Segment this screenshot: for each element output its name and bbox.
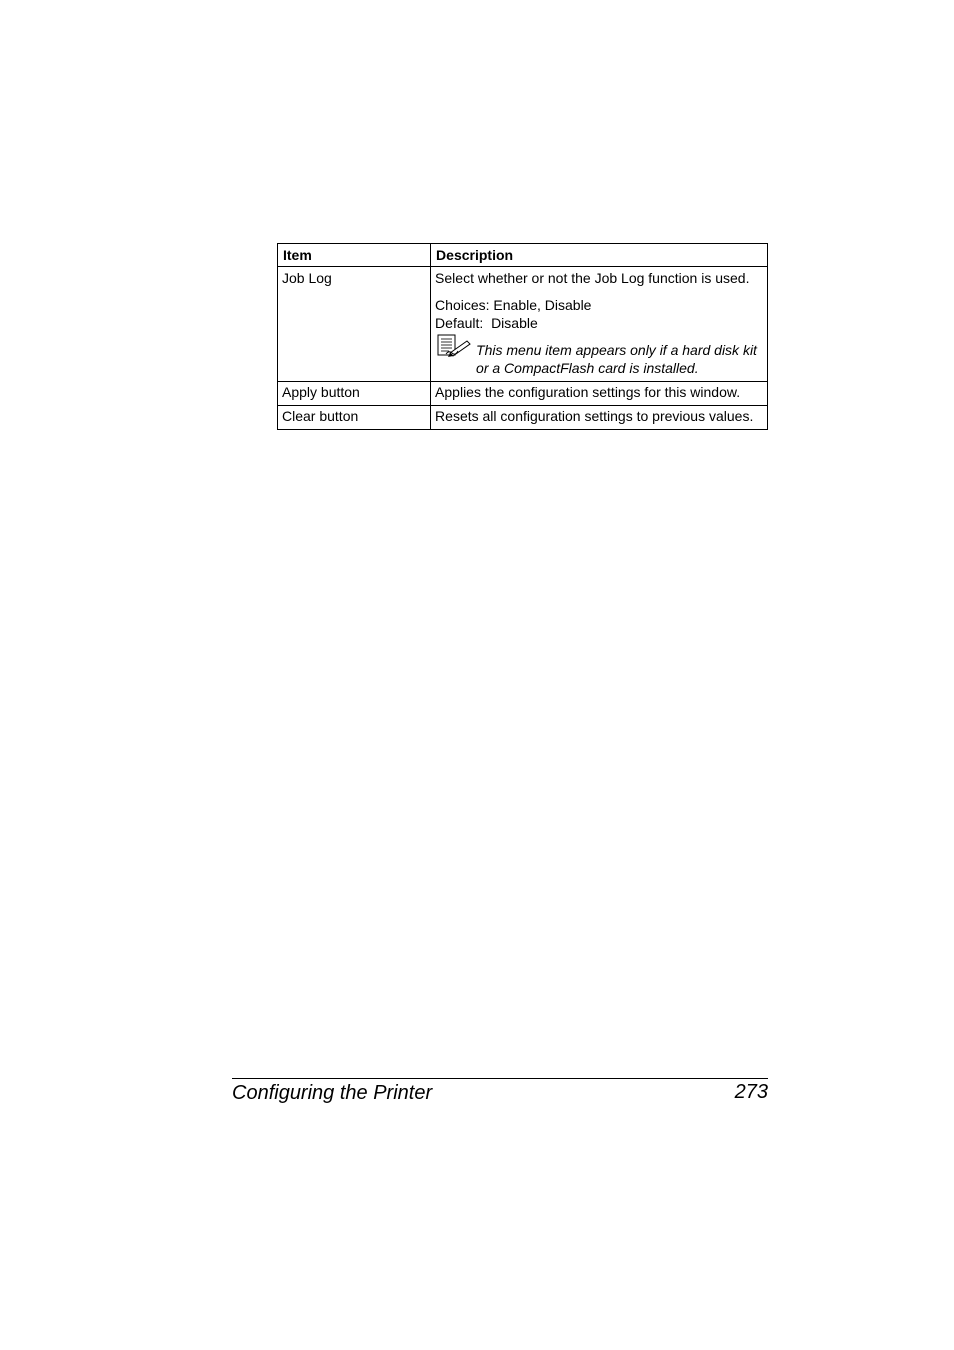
item-cell-job-log: Job Log: [278, 267, 431, 382]
table-row: [278, 406, 768, 430]
table-row: [278, 382, 768, 406]
item-cell-apply-button: Apply button: [278, 382, 431, 406]
job-log-choices: Choices: Enable, Disable: [435, 297, 592, 313]
table-row: [278, 267, 768, 382]
footer-chapter-title: Configuring the Printer: [232, 1082, 433, 1104]
note-text-line-1: This menu item appears only if a hard disk kit: [476, 342, 757, 358]
item-cell-clear-button: Clear button: [278, 406, 431, 430]
footer-page-number: 273: [734, 1081, 768, 1103]
job-log-description: Select whether or not the Job Log function is used.: [435, 270, 750, 286]
description-cell-job-log: [431, 267, 768, 382]
note-text-line-2: or a CompactFlash card is installed.: [476, 360, 699, 376]
job-log-default: Default: Disable: [435, 315, 538, 331]
footer-divider: [232, 1078, 768, 1079]
settings-table: [277, 243, 768, 430]
table-header-row: [278, 244, 768, 267]
column-header-description: Description: [431, 244, 768, 267]
description-cell-clear-button: Resets all configuration settings to previous values.: [431, 406, 768, 430]
description-cell-apply-button: Applies the configuration settings for this window.: [431, 382, 768, 406]
column-header-item: Item: [278, 244, 431, 267]
note-callout: [435, 341, 763, 377]
note-pencil-icon: [437, 334, 471, 358]
